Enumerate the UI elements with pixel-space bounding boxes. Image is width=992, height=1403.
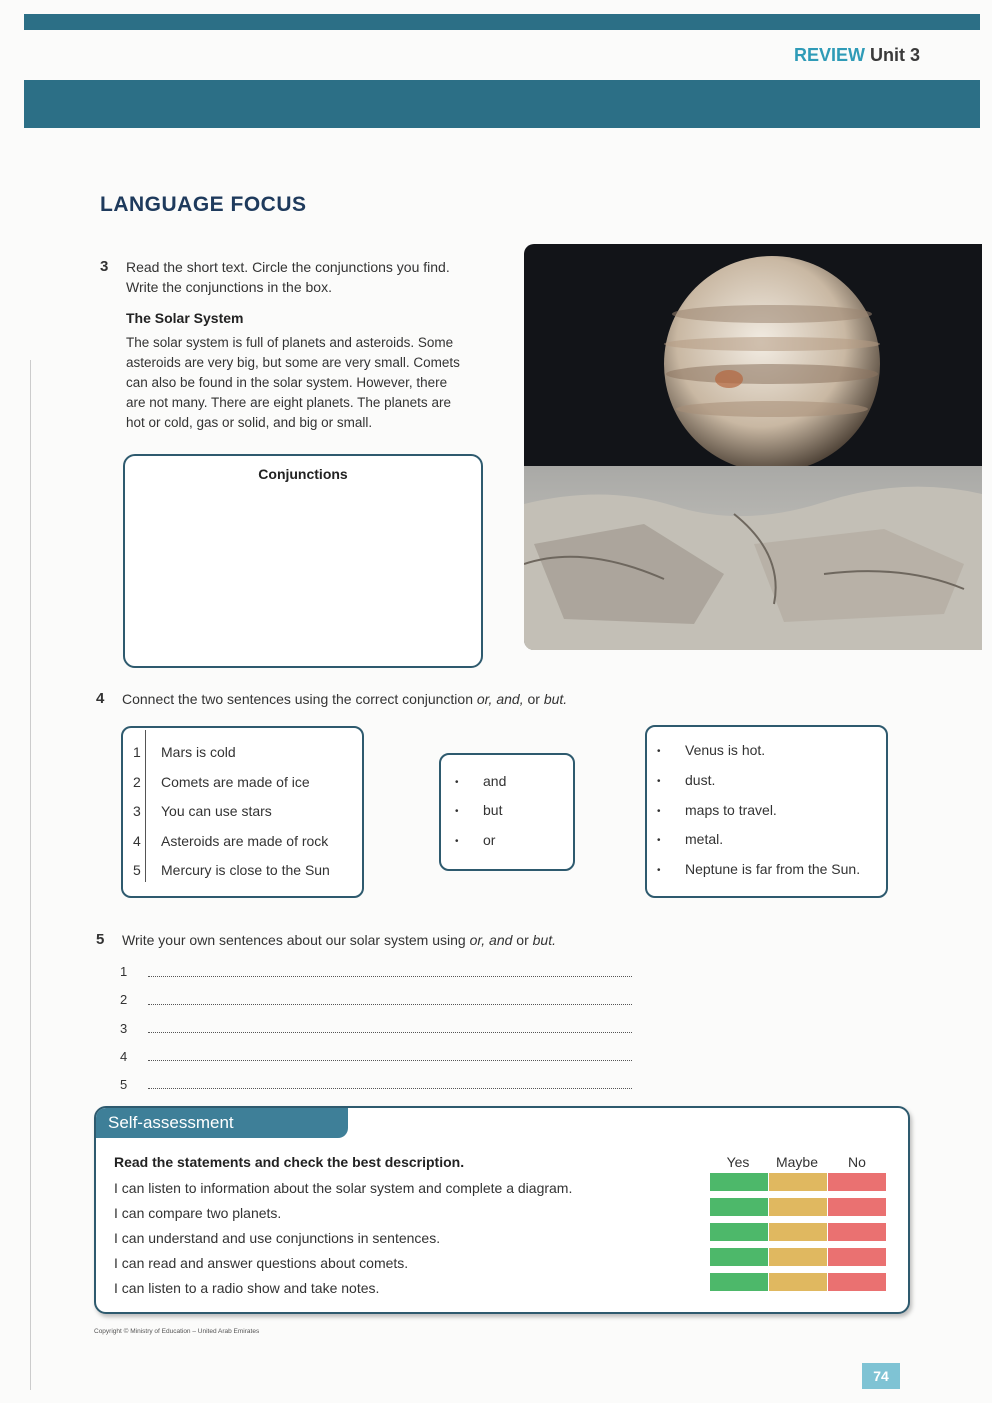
item-text: Mars is cold	[161, 744, 236, 760]
left-item[interactable]	[133, 862, 330, 878]
column-no: No	[848, 1154, 866, 1170]
self-assessment-instruction: Read the statements and check the best description.	[114, 1154, 465, 1170]
q5-number: 5	[96, 931, 105, 948]
maybe-checkbox[interactable]	[769, 1248, 827, 1266]
choice-text: or	[483, 832, 496, 848]
bullet-icon: •	[657, 745, 661, 757]
bullet-icon: •	[455, 805, 459, 817]
conjunctions-box-title: Conjunctions	[258, 466, 348, 482]
q4-instruction	[122, 689, 567, 709]
jupiter-moon-image	[524, 244, 982, 650]
yes-checkbox[interactable]	[710, 1223, 768, 1241]
q5-instruction-italic: or, and	[469, 932, 513, 948]
item-text: Asteroids are made of rock	[161, 833, 329, 849]
q4-instruction-text: Connect the two sentences using the correct conjunction	[122, 691, 477, 707]
page-number: 74	[862, 1363, 900, 1389]
header-band	[24, 80, 980, 128]
q4-number: 4	[96, 690, 105, 707]
ending-text: dust.	[685, 772, 716, 788]
q3-number: 3	[100, 258, 109, 275]
reading-line: can also be found in the solar system. However, there	[126, 375, 448, 390]
ending-item[interactable]	[657, 802, 777, 818]
item-text: Mercury is close to the Sun	[161, 862, 330, 878]
bullet-icon: •	[657, 805, 661, 817]
ending-item[interactable]	[657, 742, 765, 758]
no-checkbox[interactable]	[828, 1273, 886, 1291]
left-item[interactable]	[133, 774, 310, 790]
bullet-icon: •	[657, 775, 661, 787]
unit-label: Unit 3	[869, 45, 920, 65]
bullet-icon: •	[455, 776, 459, 788]
self-assessment-statement: I can listen to information about the solar system and complete a diagram.	[114, 1180, 573, 1196]
q4-instruction-italic: or, and,	[476, 691, 524, 707]
answer-line-3[interactable]	[148, 1032, 632, 1033]
reading-line: asteroids are very big, but some are very small. Comets	[126, 355, 460, 370]
conjunction-choices-box	[439, 753, 575, 871]
ending-item[interactable]	[657, 861, 860, 877]
choice-text: and	[483, 773, 507, 789]
item-number: 2	[133, 774, 141, 790]
self-assessment-statement: I can understand and use conjunctions in sentences.	[114, 1230, 441, 1246]
bullet-icon: •	[657, 864, 661, 876]
answer-line-5[interactable]	[148, 1088, 632, 1089]
self-assessment-statement: I can compare two planets.	[114, 1205, 282, 1221]
line-number: 1	[120, 964, 128, 979]
review-label: REVIEW	[793, 45, 865, 65]
conjunction-choice[interactable]	[455, 802, 502, 818]
no-checkbox[interactable]	[828, 1223, 886, 1241]
copyright: Copyright © Ministry of Education – United Arab Emirates	[94, 1328, 260, 1335]
no-checkbox[interactable]	[828, 1173, 886, 1191]
unit-header	[794, 45, 920, 66]
conjunction-choice[interactable]	[455, 773, 506, 789]
section-title: LANGUAGE FOCUS	[100, 193, 307, 216]
yes-checkbox[interactable]	[710, 1273, 768, 1291]
item-number: 4	[133, 833, 141, 849]
q4-instruction-italic-2: but.	[543, 691, 568, 707]
item-number: 1	[133, 744, 141, 760]
line-number: 4	[120, 1049, 128, 1064]
ending-text: Neptune is far from the Sun.	[685, 861, 861, 877]
q5-instruction	[122, 930, 556, 950]
left-box-divider	[145, 730, 146, 882]
self-assessment-statement: I can read and answer questions about comets.	[114, 1255, 409, 1271]
answer-line-2[interactable]	[148, 1004, 632, 1005]
no-checkbox[interactable]	[828, 1248, 886, 1266]
ending-text: maps to travel.	[685, 802, 777, 818]
reading-title: The Solar System	[126, 310, 244, 326]
header-top-bar	[24, 14, 980, 30]
q5-instruction-italic-2: but.	[532, 932, 556, 948]
right-endings-box	[645, 725, 888, 898]
maybe-checkbox[interactable]	[769, 1223, 827, 1241]
left-item[interactable]	[133, 803, 272, 819]
page-margin-line	[30, 360, 31, 1390]
reading-line: The solar system is full of planets and asteroids. Some	[126, 335, 454, 350]
q4-instruction-mid: or	[523, 691, 544, 707]
item-number: 5	[133, 862, 141, 878]
maybe-checkbox[interactable]	[769, 1198, 827, 1216]
reading-line: are not many. There are eight planets. The planets are	[126, 395, 451, 410]
bullet-icon: •	[455, 835, 459, 847]
no-checkbox[interactable]	[828, 1198, 886, 1216]
line-number: 3	[120, 1021, 128, 1036]
yes-checkbox[interactable]	[710, 1248, 768, 1266]
item-number: 3	[133, 803, 141, 819]
column-maybe: Maybe	[775, 1154, 819, 1170]
self-assessment-statement: I can listen to a radio show and take notes.	[114, 1280, 380, 1296]
q3-instruction-2: Write the conjunctions in the box.	[126, 279, 332, 295]
conjunction-choice[interactable]	[455, 832, 495, 848]
reading-line: hot or cold, gas or solid, and big or small.	[126, 415, 373, 430]
left-item[interactable]	[133, 744, 236, 760]
yes-checkbox[interactable]	[710, 1173, 768, 1191]
item-text: You can use stars	[161, 803, 272, 819]
item-text: Comets are made of ice	[161, 774, 310, 790]
q5-instruction-text: Write your own sentences about our solar system using	[122, 932, 470, 948]
ending-item[interactable]	[657, 831, 723, 847]
q3-instruction-1: Read the short text. Circle the conjunctions you find.	[126, 259, 450, 275]
answer-line-1[interactable]	[148, 976, 632, 977]
reading-text	[126, 333, 486, 433]
ending-text: Venus is hot.	[685, 742, 766, 758]
conjunctions-answer-box[interactable]	[123, 454, 483, 668]
answer-line-4[interactable]	[148, 1060, 632, 1061]
choice-text: but	[483, 802, 503, 818]
self-assessment-tab: Self-assessment	[96, 1108, 348, 1138]
column-yes: Yes	[726, 1154, 750, 1170]
line-number: 2	[120, 992, 128, 1007]
ending-text: metal.	[685, 831, 724, 847]
q5-instruction-mid: or	[512, 932, 533, 948]
bullet-icon: •	[657, 834, 661, 846]
left-item[interactable]	[133, 833, 328, 849]
maybe-checkbox[interactable]	[769, 1173, 827, 1191]
line-number: 5	[120, 1077, 128, 1092]
yes-checkbox[interactable]	[710, 1198, 768, 1216]
left-sentences-box	[121, 726, 364, 898]
maybe-checkbox[interactable]	[769, 1273, 827, 1291]
ending-item[interactable]	[657, 772, 715, 788]
